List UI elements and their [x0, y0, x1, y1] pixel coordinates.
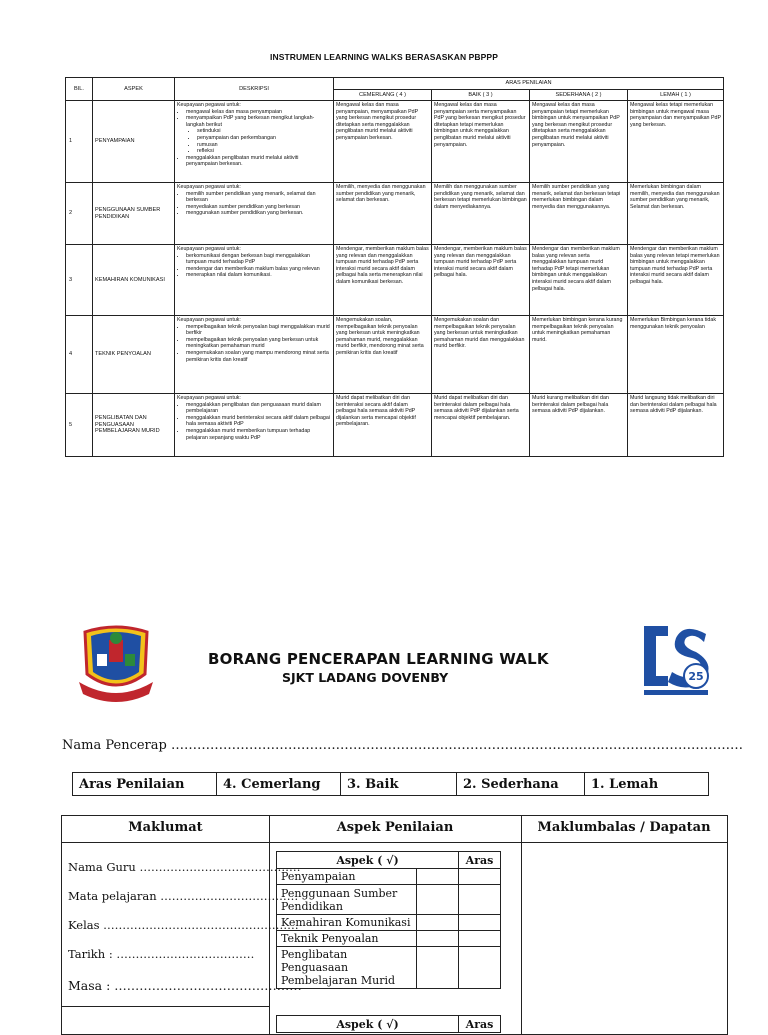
logo-number: 25 [688, 670, 704, 683]
header-divider [62, 842, 727, 843]
deskripsi-cell [175, 394, 334, 457]
aspek-name: PENYAMPAIAN [93, 101, 175, 183]
header-aras-penilaian: ARAS PENILAIAN [334, 78, 724, 90]
anniversary-logo [636, 620, 716, 698]
deskripsi-item: • menyediakan sumber pendidikan yang berkesan [186, 204, 331, 211]
header-cemerlang: CEMERLANG ( 4 ) [334, 90, 432, 101]
header-aspek: ASPEK [93, 78, 175, 101]
level-cemerlang-cell: Mendengar, memberikan maklum balas yang relevan dan menggalakkan tumpuan murid terhadap PdP serta interaksi murid secara aktif dalam pelbagai hala serta menerapkan nilai dalam komunikasi berkesan. [334, 245, 432, 316]
level-baik-cell: Mendengar, memberikan maklum balas yang relevan dan menggalakkan tumpuan murid terhadap PdP serta interaksi murid secara aktif dalam pelbagai hala. [432, 245, 530, 316]
aspek-column-header: Aspek ( √) [277, 1016, 459, 1033]
level-cemerlang-cell: Murid dapat melibatkan diri dan berinteraksi secara aktif dalam pelbagai hala semasa aktiviti PdP dijalankan serta mencapai objektif pembelajaran. [334, 394, 432, 457]
aspek-name: PENGLIBATAN DAN PENGUASAAN PEMBELAJARAN MURID [93, 394, 175, 457]
deskripsi-subitem: • penyampaian dan perkembangan [197, 135, 331, 142]
deskripsi-heading: Keupayaan pegawai untuk: [177, 317, 241, 323]
aspek-checkbox[interactable] [417, 869, 459, 885]
deskripsi-item: • mengemukakan soalan yang mampu mendorong minat serta pemikiran kritis dan kreatif [186, 350, 331, 363]
school-crest-logo [75, 624, 157, 704]
aras-penilaian-legend [72, 772, 709, 796]
rubric-row [66, 245, 724, 316]
level-sederhana-cell: Mendengar dan memberikan maklum balas yang relevan serta menggalakkan tumpuan murid terhadap PdP tetapi memerlukan bimbingan untuk menggalakkan interaksi murid secara aktif dalam pelbagai hala. [530, 245, 628, 316]
level-cemerlang-cell: Mengawal kelas dan masa penyampaian, menyampaikan PdP yang berkesan mengikut prosedur ditetapkan serta menggalakkan penglibatan murid melalui aktiviti penyampaian berkesan. [334, 101, 432, 183]
rubric-table [65, 77, 724, 457]
deskripsi-item: • menggalakkan penglibatan dan penguasaan murid dalam pembelajaran [186, 402, 331, 415]
level-cemerlang-cell: Mengemukakan soalan, mempelbagaikan teknik penyoalan yang berkesan untuk meningkatkan pemahaman murid, menggalakkan murid berfikir, mendorong minat serta pemikiran kritis dan kreatif [334, 316, 432, 394]
level-lemah-cell: Mengawal kelas tetapi memerlukan bimbingan untuk mengawal masa penyampaian dan menyampaikan PdP yang berkesan. [628, 101, 724, 183]
aras-input[interactable] [459, 915, 501, 931]
aras-input[interactable] [459, 931, 501, 947]
header-sederhana: SEDERHANA ( 2 ) [530, 90, 628, 101]
deskripsi-item: • mendengar dan memberikan maklum balas yang relevan [186, 266, 331, 273]
row-number: 4 [66, 316, 93, 394]
aspek-name: TEKNIK PENYOALAN [93, 316, 175, 394]
deskripsi-cell [175, 316, 334, 394]
deskripsi-subitem: • refleksi [197, 148, 331, 155]
aspek-item-penyampaian: Penyampaian [277, 869, 417, 885]
level-lemah-cell: Memerlukan bimbingan dalam memilih, menyedia dan menggunakan sumber pendidikan yang menarik, Selamat dan berkesan. [628, 183, 724, 245]
level-baik-cell: Mengawal kelas dan masa penyampaian serta menyampaikan PdP yang berkesan mengikut prosedur ditetapkan tetapi memerlukan bimbingan untuk menggalakkan penglibatan murid melalui aktiviti penyampaian. [432, 101, 530, 183]
aras-level-2: 2. Sederhana [457, 773, 585, 796]
row-number: 3 [66, 245, 93, 316]
aras-level-1: 1. Lemah [585, 773, 709, 796]
deskripsi-subitem: • setinduksi [197, 128, 331, 135]
level-baik-cell: Memilih dan menggunakan sumber pendidikan yang menarik, selamat dan berkesan tetapi memerlukan bimbingan dalam menyediakannya. [432, 183, 530, 245]
rubric-row [66, 394, 724, 457]
aspek-checklist-table-2 [276, 1015, 501, 1033]
rubric-title: INSTRUMEN LEARNING WALKS BERASASKAN PBPPP [270, 52, 498, 62]
aspek-name: PENGGUNAAN SUMBER PENDIDIKAN [93, 183, 175, 245]
nama-pencerap-field[interactable]: Nama Pencerap …………………………………………………………………………………………………………………… [62, 738, 743, 753]
level-lemah-cell: Mendengar dan memberikan maklum balas yang relevan tetapi memerlukan bimbingan untuk menggalakkan tumpuan murid terhadap PdP serta interaksi murid secara aktif dalam pelbagai hala. [628, 245, 724, 316]
level-sederhana-cell: Memilih sumber pendidikan yang menarik, selamat dan berkesan tetapi memerlukan bimbingan dalam menyedia dan menggunakannya. [530, 183, 628, 245]
deskripsi-heading: Keupayaan pegawai untuk: [177, 102, 241, 108]
aras-column-header: Aras [459, 852, 501, 869]
column-divider [521, 816, 522, 1034]
aras-column-header: Aras [459, 1016, 501, 1033]
form-subtitle: SJKT LADANG DOVENBY [282, 670, 449, 685]
deskripsi-item: • mengawal kelas dan masa penyampaian [186, 109, 331, 116]
header-bil: BIL. [66, 78, 93, 101]
row-number: 5 [66, 394, 93, 457]
aspek-checkbox[interactable] [417, 931, 459, 947]
aras-level-4: 4. Cemerlang [217, 773, 341, 796]
deskripsi-item: • memilih sumber pendidikan yang menarik, selamat dan berkesan [186, 191, 331, 204]
aspek-checkbox[interactable] [417, 885, 459, 915]
level-baik-cell: Murid dapat melibatkan diri dan berinteraksi dalam pelbagai hala semasa aktiviti PdP dijalankan serta mencapai objektif pembelajaran. [432, 394, 530, 457]
deskripsi-item: • menerapkan nilai dalam komunikasi. [186, 272, 331, 279]
aspek-item-sumber-pendidikan: Penggunaan Sumber Pendidikan [277, 885, 417, 915]
deskripsi-cell [175, 101, 334, 183]
level-lemah-cell: Memerlukan Bimbingan kerana tidak menggunakan teknik penyoalan [628, 316, 724, 394]
aras-input[interactable] [459, 947, 501, 989]
aras-input[interactable] [459, 885, 501, 915]
observation-form-box [61, 815, 728, 1035]
row-number: 2 [66, 183, 93, 245]
deskripsi-cell [175, 183, 334, 245]
aspek-column-header: Aspek ( √) [277, 852, 459, 869]
header-baik: BAIK ( 3 ) [432, 90, 530, 101]
header-lemah: LEMAH ( 1 ) [628, 90, 724, 101]
deskripsi-heading: Keupayaan pegawai untuk: [177, 395, 241, 401]
deskripsi-heading: Keupayaan pegawai untuk: [177, 246, 241, 252]
aspek-item-teknik-penyoalan: Teknik Penyoalan [277, 931, 417, 947]
tarikh-field[interactable]: Tarikh : ……………………………… [68, 947, 255, 961]
aras-input[interactable] [459, 869, 501, 885]
deskripsi-item: • menggunakan sumber pendidikan yang berkesan. [186, 210, 331, 217]
nama-guru-field[interactable]: Nama Guru …………………………………… [68, 860, 301, 874]
deskripsi-item: • menggalakkan penglibatan murid melalui aktiviti penyampaian berkesan. [186, 155, 331, 168]
rubric-row [66, 101, 724, 183]
form-title: BORANG PENCERAPAN LEARNING WALK [208, 650, 549, 668]
deskripsi-item: • menggalakkan murid berinteraksi secara aktif dalam pelbagai hala semasa aktiviti PdP [186, 415, 331, 428]
row-number: 1 [66, 101, 93, 183]
kelas-field[interactable]: Kelas …………………………………………… [68, 918, 299, 932]
deskripsi-item: • berkomunikasi dengan berkesan bagi menggalakkan tumpuan murid terhadap PdP [186, 253, 331, 266]
aspek-checkbox[interactable] [417, 947, 459, 989]
level-baik-cell: Mengemukakan soalan dan mempelbagaikan teknik penyoalan yang berkesan untuk meningkatkan pemahaman murid dan menggalakkan murid berfikir. [432, 316, 530, 394]
header-deskripsi: DESKRIPSI [175, 78, 334, 101]
deskripsi-item: • menggalakkan murid memberikan tumpuan terhadap pelajaran sepanjang waktu PdP [186, 428, 331, 441]
aspek-name: KEMAHIRAN KOMUNIKASI [93, 245, 175, 316]
aspek-checkbox[interactable] [417, 915, 459, 931]
rubric-row [66, 316, 724, 394]
level-sederhana-cell: Murid kurang melibatkan diri dan berinteraksi dalam pelbagai hala semasa aktiviti PdP dijalankan. [530, 394, 628, 457]
level-cemerlang-cell: Memilih, menyedia dan menggunakan sumber pendidikan yang menarik, selamat dan berkesan. [334, 183, 432, 245]
deskripsi-item: • mempelbagaikan teknik penyoalan yang berkesan untuk meningkatkan pemahaman murid [186, 337, 331, 350]
deskripsi-item: • menyampaikan PdP yang berkesan mengikut langkah-langkah berikut [186, 115, 331, 128]
deskripsi-item: • mempelbagaikan teknik penyoalan bagi menggalakkan murid berfikir [186, 324, 331, 337]
maklumat-heading: Maklumat [128, 820, 203, 835]
mata-pelajaran-field[interactable]: Mata pelajaran ……………………………… [68, 889, 299, 903]
aspek-checklist-table [276, 851, 501, 989]
level-sederhana-cell: Memerlukan bimbingan kerana kurang mempelbagaikan teknik penyoalan untuk meningkatkan pemahaman murid. [530, 316, 628, 394]
deskripsi-cell [175, 245, 334, 316]
level-lemah-cell: Murid langsung tidak melibatkan diri dan berinteraksi dalam pelbagai hala semasa aktiviti PdP dijalankan. [628, 394, 724, 457]
deskripsi-heading: Keupayaan pegawai untuk: [177, 184, 241, 190]
aras-label: Aras Penilaian [73, 773, 217, 796]
aspek-item-kemahiran-komunikasi: Kemahiran Komunikasi [277, 915, 417, 931]
row-divider [62, 1006, 269, 1007]
aras-level-3: 3. Baik [341, 773, 457, 796]
masa-field[interactable]: Masa : ……………………………………… [68, 978, 302, 993]
aspek-item-penglibatan-murid: Penglibatan Penguasaan Pembelajaran Murid [277, 947, 417, 989]
level-sederhana-cell: Mengawal kelas dan masa penyampaian tetapi memerlukan bimbingan untuk menyampaikan PdP yang berkesan mengikut prosedur ditetapkan serta menggalakkan penglibatan murid melalui aktiviti penyampaian. [530, 101, 628, 183]
rubric-row [66, 183, 724, 245]
deskripsi-subitem: • rumusan [197, 142, 331, 149]
maklumbalas-heading: Maklumbalas / Dapatan [537, 820, 711, 835]
aspek-penilaian-heading: Aspek Penilaian [336, 820, 454, 835]
